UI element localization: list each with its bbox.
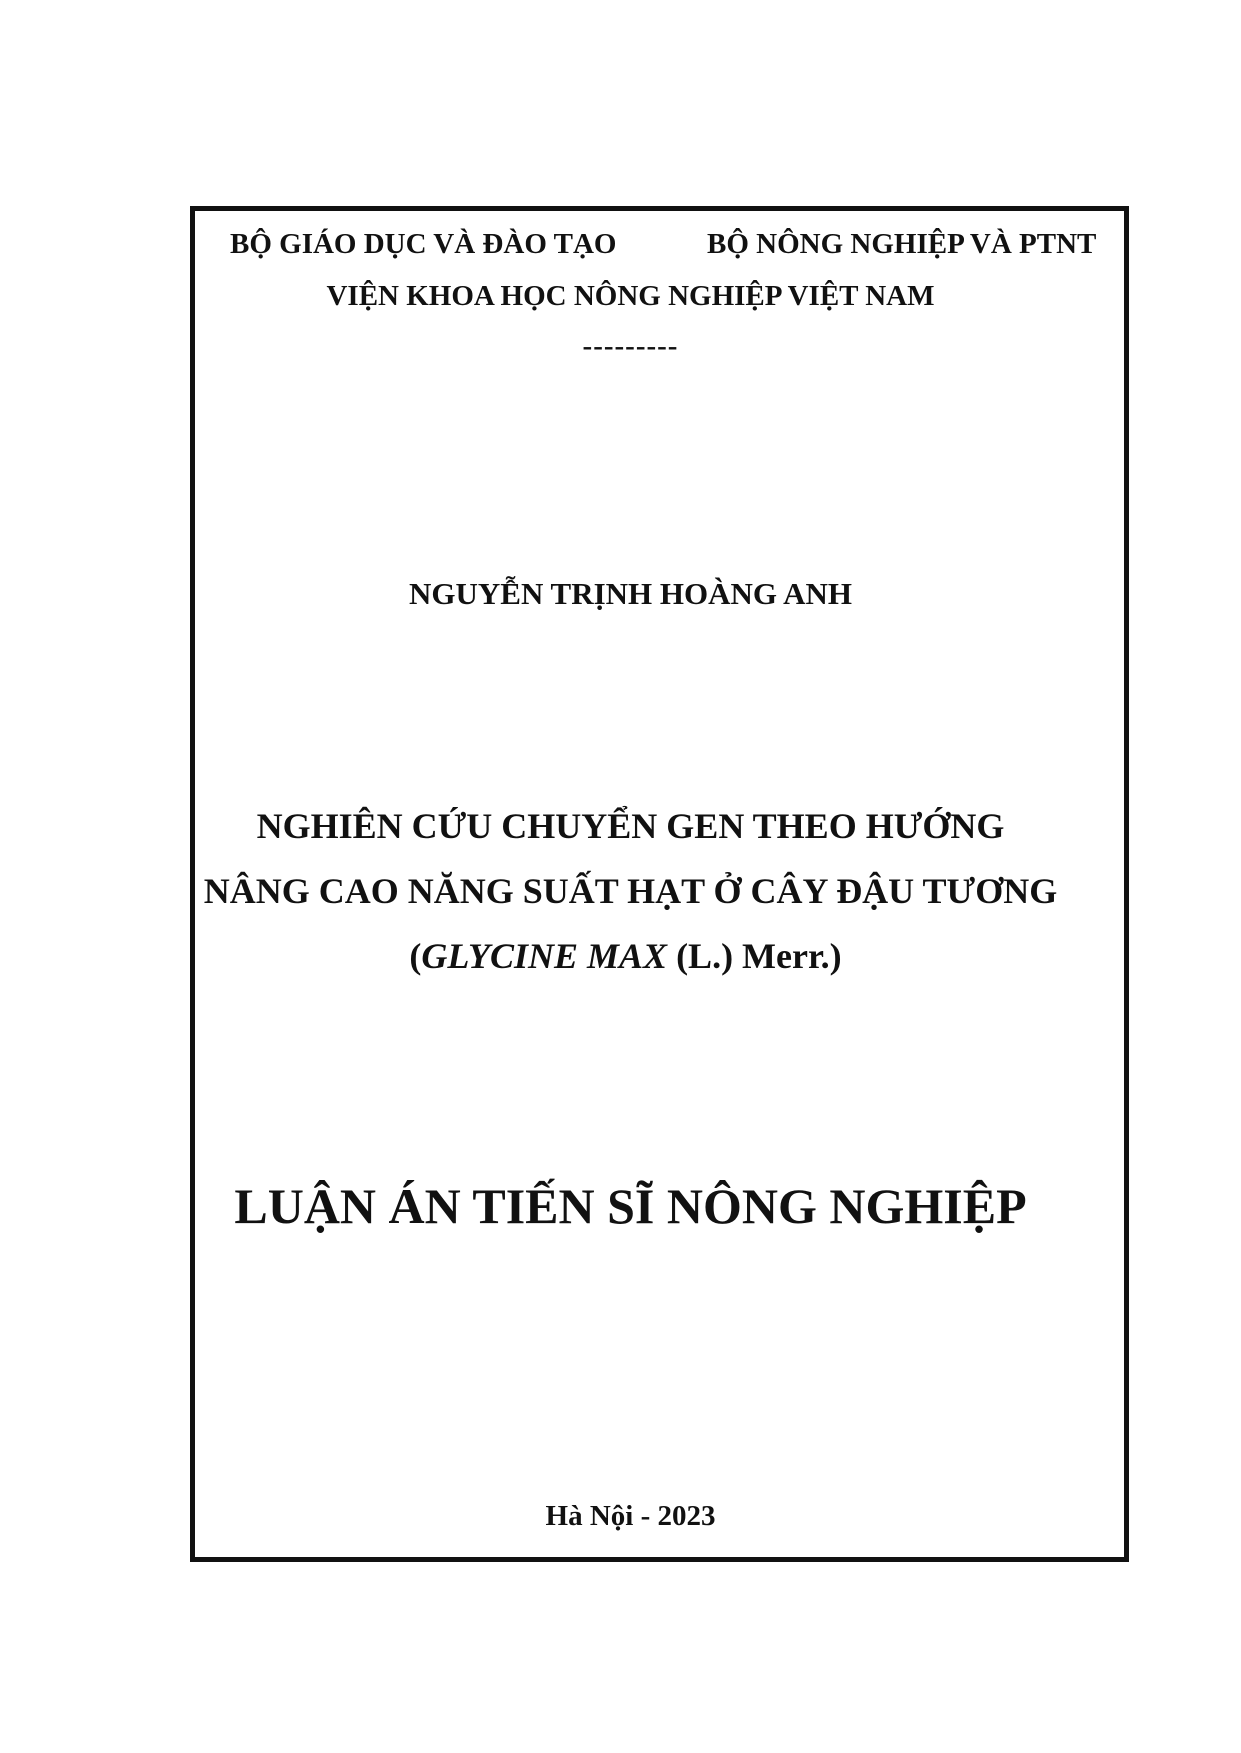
degree-heading: LUẬN ÁN TIẾN SĨ NÔNG NGHIỆP [234, 1178, 1027, 1234]
ministry-of-education-heading: BỘ GIÁO DỤC VÀ ĐÀO TẠO [230, 228, 617, 260]
ministry-of-agriculture-heading: BỘ NÔNG NGHIỆP VÀ PTNT [707, 228, 1097, 260]
thesis-title-line-2: NÂNG CAO NĂNG SUẤT HẠT Ở CÂY ĐẬU TƯƠNG [203, 871, 1058, 911]
institute-heading: VIỆN KHOA HỌC NÔNG NGHIỆP VIỆT NAM [326, 280, 935, 312]
thesis-title-line-1: NGHIÊN CỨU CHUYỂN GEN THEO HƯỚNG [256, 806, 1005, 846]
title-open-paren: ( [409, 936, 422, 976]
author-name: NGUYỄN TRỊNH HOÀNG ANH [409, 576, 852, 611]
species-authority: (L.) Merr.) [667, 936, 842, 976]
place-and-year: Hà Nội - 2023 [545, 1500, 716, 1532]
header-divider: --------- [582, 330, 679, 362]
species-name: GLYCINE MAX [421, 936, 668, 976]
thesis-title-line-3 [0, 935, 1241, 977]
